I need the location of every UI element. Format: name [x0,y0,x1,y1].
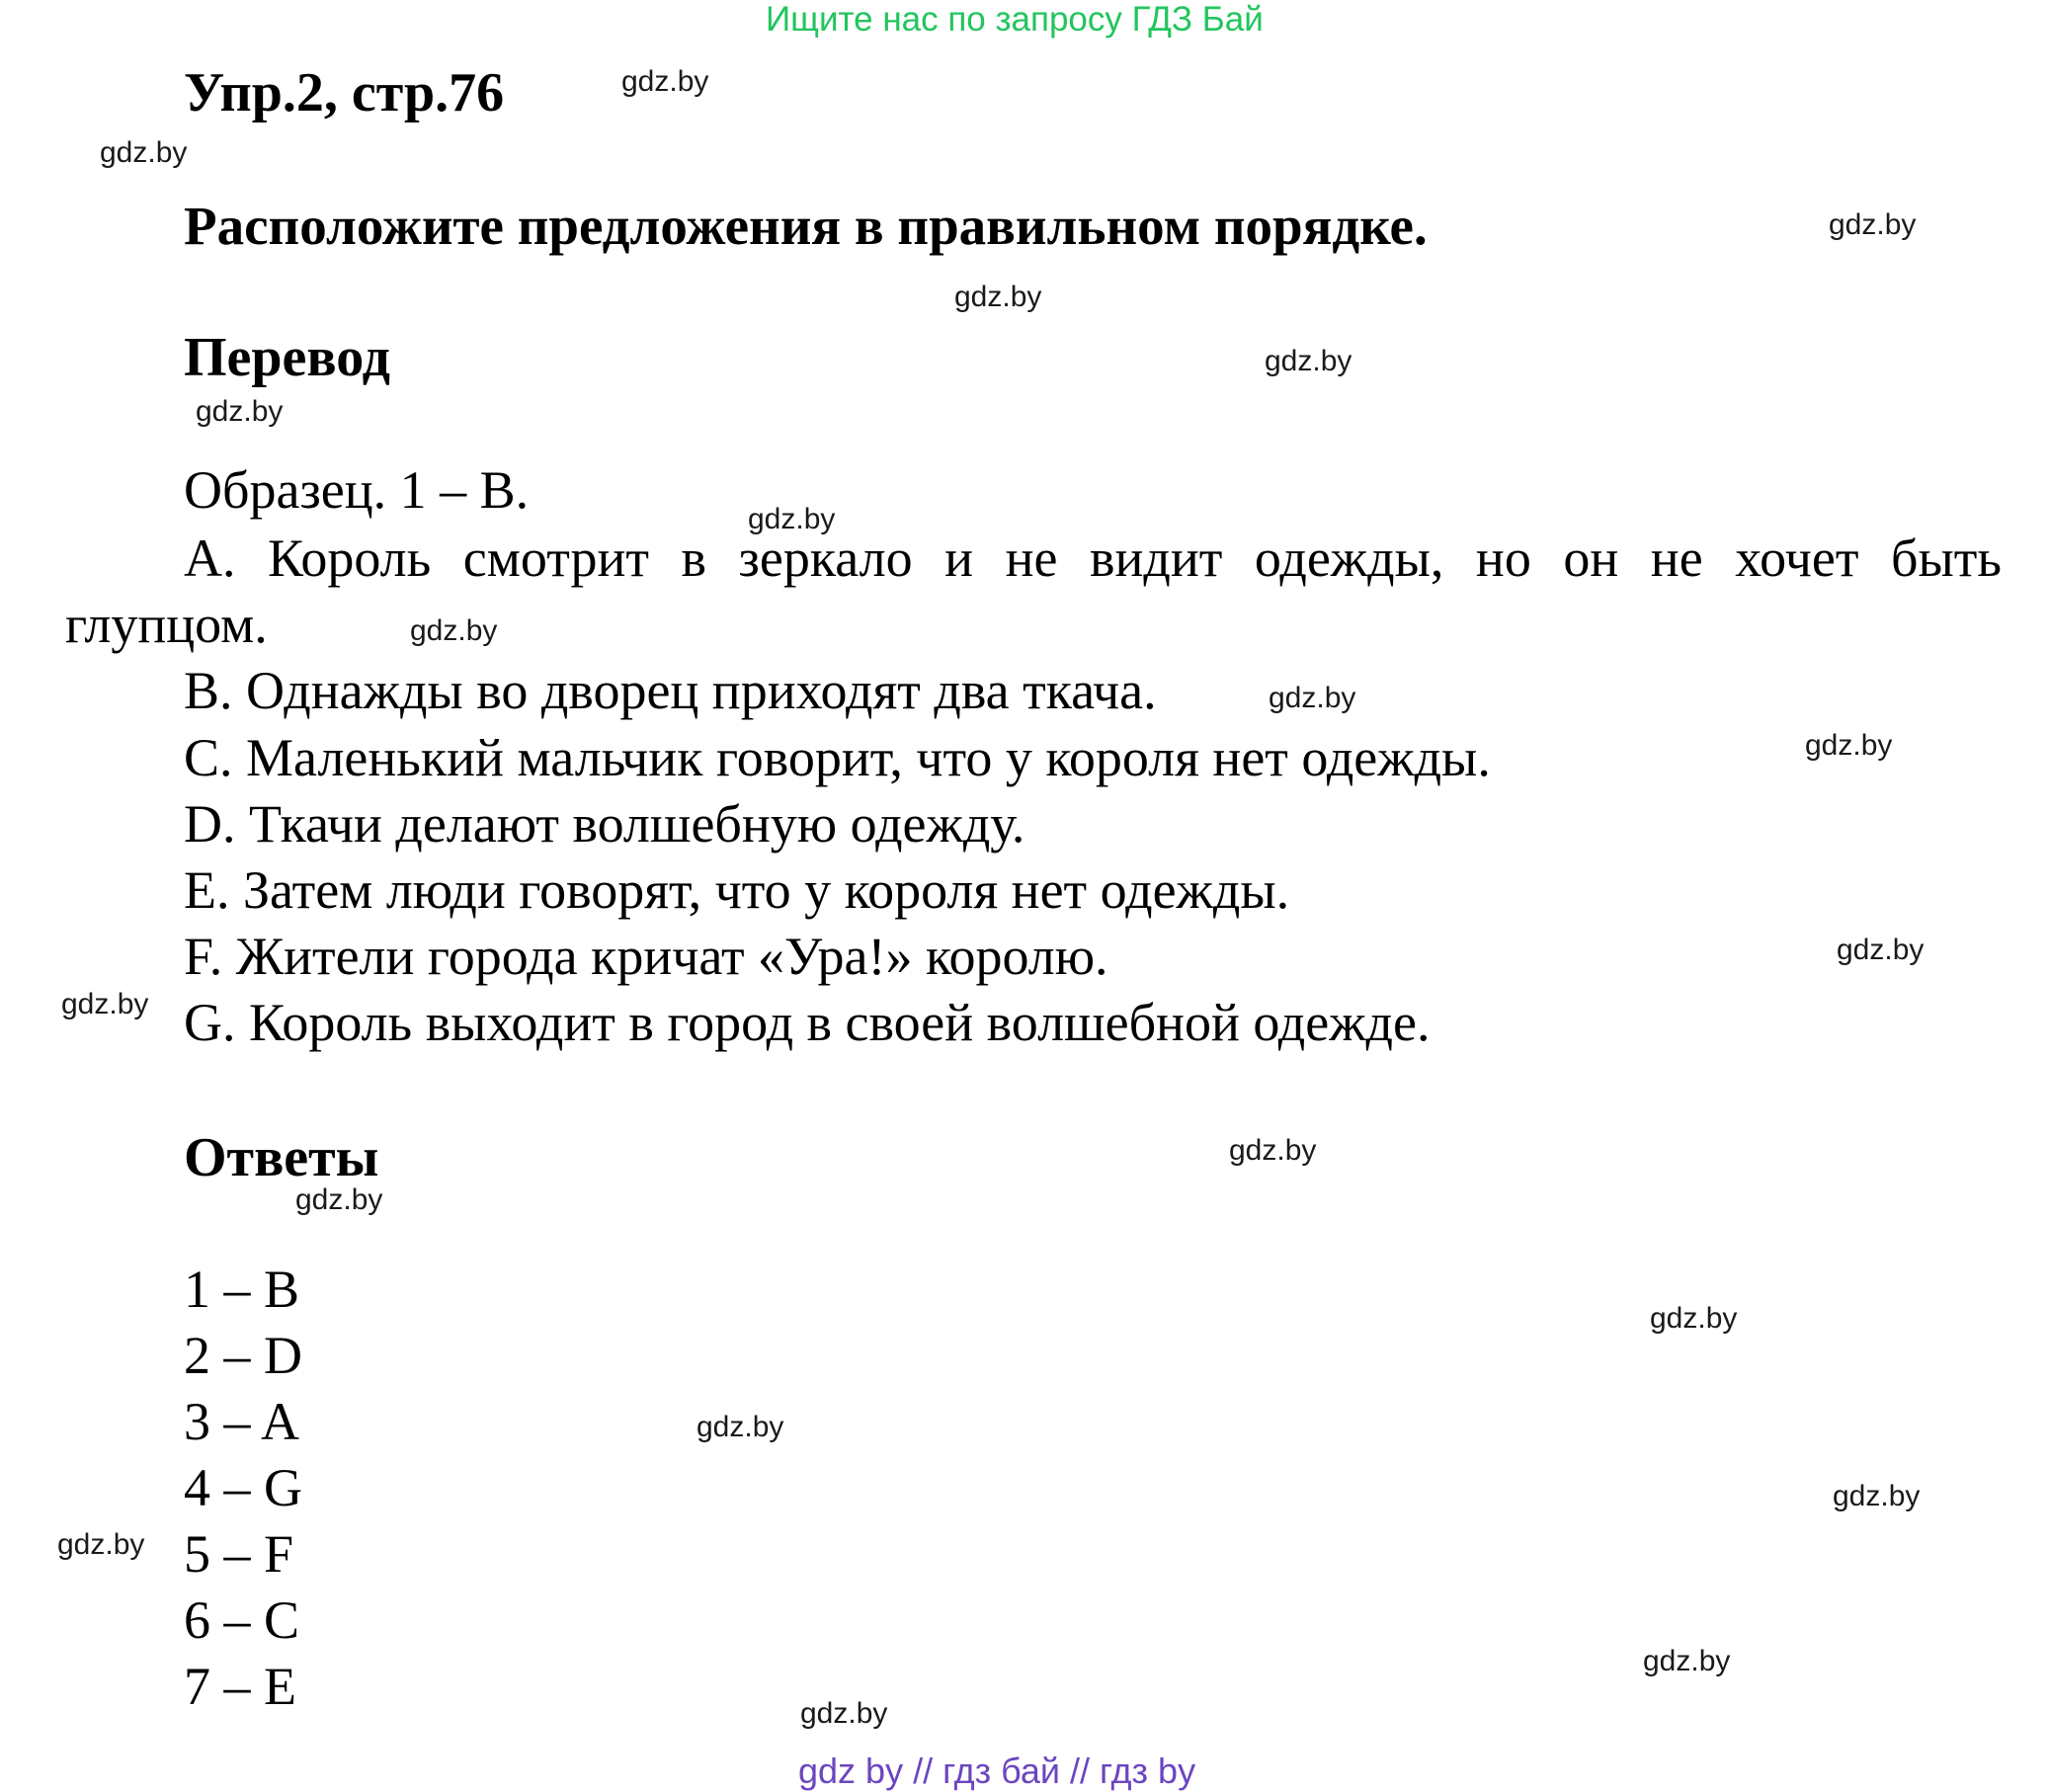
watermark: gdz.by [1829,208,1917,241]
sample-line: Образец. 1 – В. [184,460,530,520]
watermark: gdz.by [1650,1302,1738,1335]
watermark: gdz.by [954,281,1042,313]
answer-item: 4 – G [184,1458,302,1517]
footer-links[interactable]: gdz by // гдз бай // гдз by [798,1751,1196,1791]
answer-item: 3 – A [184,1392,300,1451]
watermark: gdz.by [410,614,498,647]
answer-item: 5 – F [184,1524,294,1584]
sentence-d: D. Ткачи делают волшебную одежду. [184,794,1025,854]
watermark: gdz.by [748,503,836,535]
watermark: gdz.by [1833,1480,1921,1512]
exercise-title: Упр.2, стр.76 [184,62,505,123]
sentence-e: E. Затем люди говорят, что у короля нет одежды. [184,860,1290,920]
watermark: gdz.by [696,1411,784,1443]
top-banner[interactable]: Ищите нас по запросу ГДЗ Бай [766,0,1264,39]
watermark: gdz.by [57,1528,145,1561]
watermark: gdz.by [295,1183,383,1216]
sentence-a-line1: A. Король смотрит в зеркало и не видит одежды, но он не хочет быть [184,529,2002,588]
watermark: gdz.by [621,65,709,98]
answer-item: 7 – E [184,1657,296,1716]
instruction-text: Расположите предложения в правильном порядке. [184,196,1428,256]
watermark: gdz.by [1265,345,1352,377]
translation-heading: Перевод [184,327,390,388]
sentence-a-line2: глупцом. [65,595,268,654]
watermark: gdz.by [1269,682,1356,714]
watermark: gdz.by [1643,1645,1731,1677]
sentence-g: G. Король выходит в город в своей волшебной одежде. [184,993,1431,1052]
watermark: gdz.by [100,136,188,169]
watermark: gdz.by [196,395,284,428]
answers-heading: Ответы [184,1127,379,1188]
watermark: gdz.by [1229,1134,1317,1167]
answer-item: 1 – B [184,1260,300,1319]
sentence-b: B. Однажды во дворец приходят два ткача. [184,661,1157,720]
watermark: gdz.by [800,1697,888,1730]
watermark: gdz.by [1837,934,1925,966]
sentence-f: F. Жители города кричат «Ура!» королю. [184,927,1108,986]
sentence-c: C. Маленький мальчик говорит, что у короля нет одежды. [184,728,1491,787]
answer-item: 6 – C [184,1590,300,1650]
answer-item: 2 – D [184,1326,302,1385]
watermark: gdz.by [61,988,149,1020]
watermark: gdz.by [1805,729,1893,762]
